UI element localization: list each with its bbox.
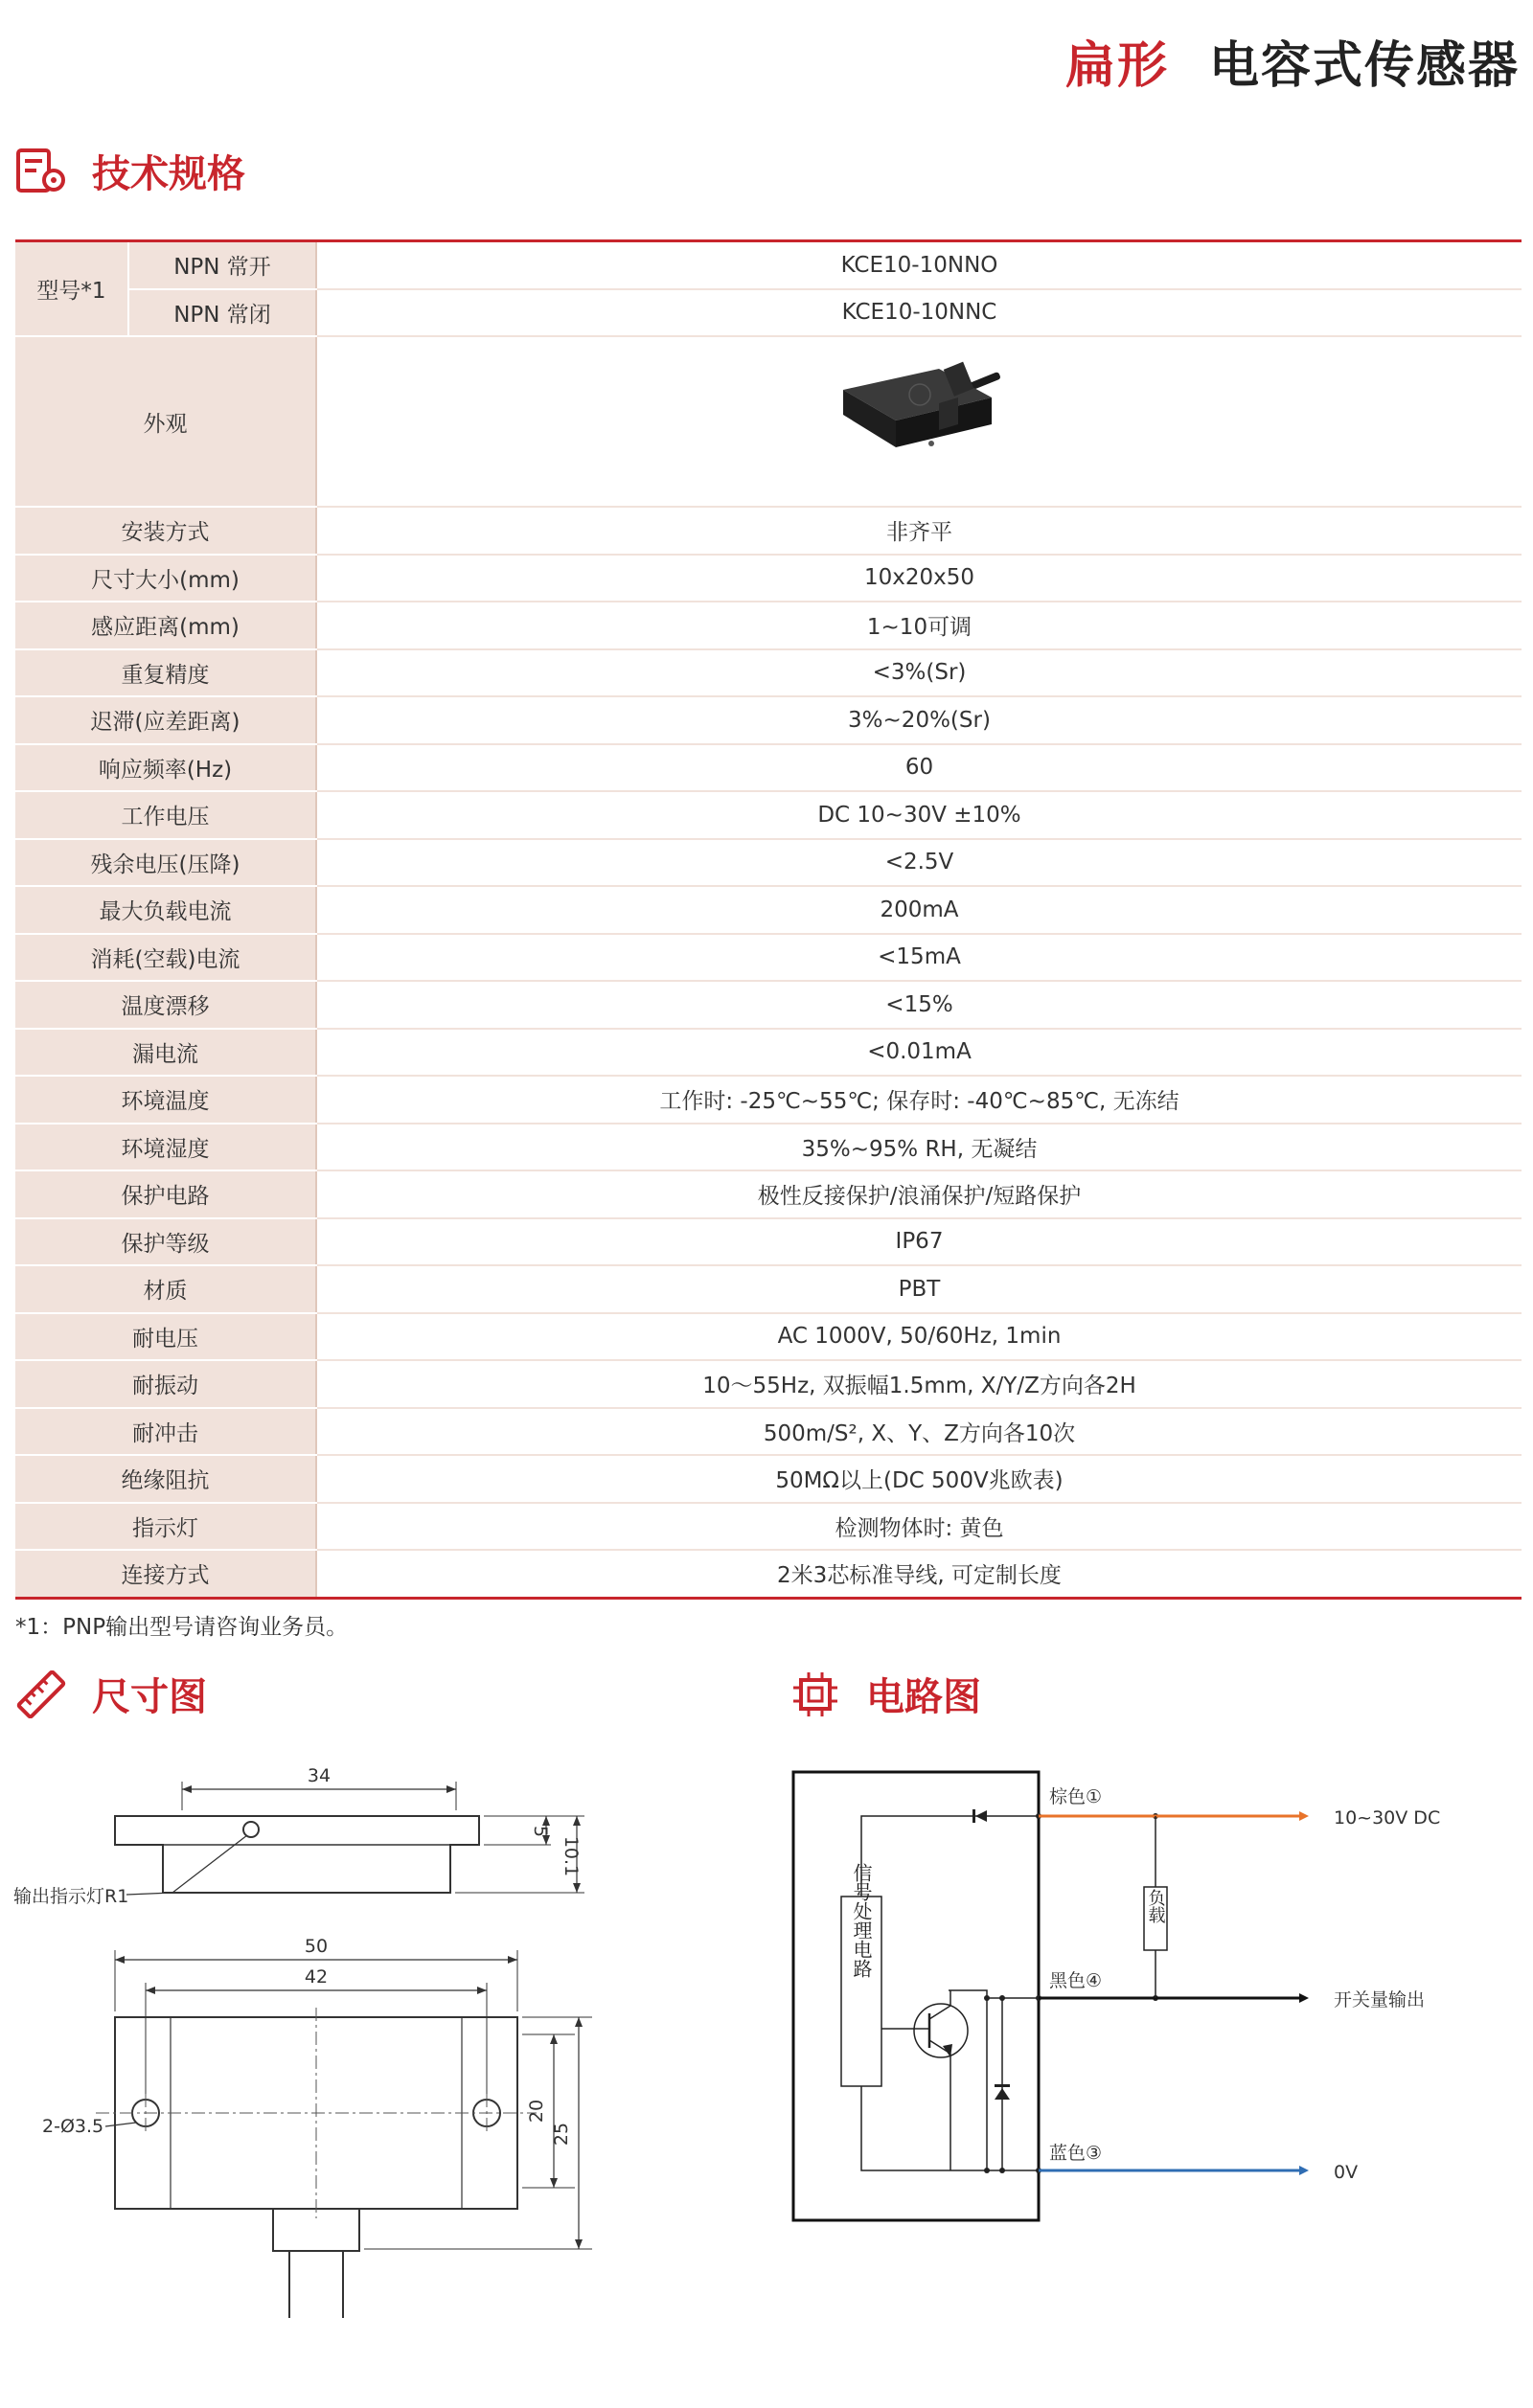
supply-label: 10~30V DC xyxy=(1334,1807,1441,1829)
section-circuit-heading xyxy=(789,1667,981,1721)
title-main: 电容式传感器 xyxy=(1208,37,1520,95)
table-row xyxy=(15,696,1522,744)
section-spec-title: 技术规格 xyxy=(92,152,245,196)
section-spec-heading xyxy=(15,144,245,198)
spec-label: 指示灯 xyxy=(15,1503,316,1551)
spec-label: 环境温度 xyxy=(15,1076,316,1124)
spec-value: AC 1000V, 50/60Hz, 1min xyxy=(316,1313,1522,1361)
title-accent: 扁形 xyxy=(1064,37,1169,95)
spec-label: 漏电流 xyxy=(15,1029,316,1077)
table-row xyxy=(15,1076,1522,1124)
spec-label: 安装方式 xyxy=(15,507,316,555)
spec-value: <0.01mA xyxy=(316,1029,1522,1077)
supply-diode xyxy=(975,1810,987,1822)
spec-label: 温度漂移 xyxy=(15,981,316,1029)
spec-label: 连接方式 xyxy=(15,1550,316,1598)
spec-label: 重复精度 xyxy=(15,649,316,697)
spec-value: 50MΩ以上(DC 500V兆欧表) xyxy=(316,1455,1522,1503)
spec-value: PBT xyxy=(316,1265,1522,1313)
table-row xyxy=(15,1503,1522,1551)
spec-value: 200mA xyxy=(316,886,1522,934)
spec-label: 迟滞(应差距离) xyxy=(15,696,316,744)
spec-value: 35%~95% RH, 无凝结 xyxy=(316,1124,1522,1171)
spec-value: 检测物体时: 黄色 xyxy=(316,1503,1522,1551)
dim-hole-pitch: 42 xyxy=(304,1966,329,1988)
model-value: KCE10-10NNO xyxy=(316,241,1522,289)
spec-label: 耐振动 xyxy=(15,1360,316,1408)
dim-width-total: 50 xyxy=(304,1936,329,1957)
appearance-label: 外观 xyxy=(15,336,316,507)
spec-value: 10x20x50 xyxy=(316,555,1522,602)
table-row xyxy=(15,791,1522,839)
table-row xyxy=(15,1550,1522,1598)
spec-value: <3%(Sr) xyxy=(316,649,1522,697)
table-row xyxy=(15,1265,1522,1313)
load-label: 负载 xyxy=(1145,1889,1166,1923)
spec-label: 响应频率(Hz) xyxy=(15,744,316,792)
table-row xyxy=(15,1408,1522,1456)
dim-h-small: 5 xyxy=(530,1825,551,1838)
spec-label: 材质 xyxy=(15,1265,316,1313)
spec-value: 3%~20%(Sr) xyxy=(316,696,1522,744)
side-view-outline xyxy=(115,1816,479,1893)
table-row xyxy=(15,507,1522,555)
spec-label: 消耗(空载)电流 xyxy=(15,934,316,982)
spec-value: IP67 xyxy=(316,1218,1522,1266)
spec-label: 耐冲击 xyxy=(15,1408,316,1456)
sensor-product-image xyxy=(824,352,1016,486)
spec-label: 感应距离(mm) xyxy=(15,602,316,649)
spec-label: 尺寸大小(mm) xyxy=(15,555,316,602)
table-row xyxy=(15,981,1522,1029)
model-type: NPN 常开 xyxy=(128,241,316,289)
spec-label: 保护等级 xyxy=(15,1218,316,1266)
block-label: 信号处理电路 xyxy=(850,1863,873,1978)
spec-label: 保护电路 xyxy=(15,1170,316,1218)
diode xyxy=(995,2088,1010,2100)
spec-label: 残余电压(压降) xyxy=(15,839,316,887)
table-row xyxy=(15,1170,1522,1218)
spec-label: 耐电压 xyxy=(15,1313,316,1361)
section-dimension-title: 尺寸图 xyxy=(92,1675,207,1719)
section-dimension-heading xyxy=(15,1667,207,1721)
dimension-drawing xyxy=(0,1743,766,2318)
spec-value: <15mA xyxy=(316,934,1522,982)
table-row xyxy=(15,1124,1522,1171)
brown-label: 棕色① xyxy=(1049,1786,1103,1807)
blue-label: 蓝色③ xyxy=(1049,2143,1103,2164)
spec-value: <2.5V xyxy=(316,839,1522,887)
circuit-diagram xyxy=(766,1743,1533,2280)
table-row xyxy=(15,1029,1522,1077)
model-value: KCE10-10NNC xyxy=(316,289,1522,337)
table-row xyxy=(15,1218,1522,1266)
table-row xyxy=(15,1313,1522,1361)
spec-value: 60 xyxy=(316,744,1522,792)
dim-top-width: 34 xyxy=(307,1765,332,1786)
ruler-icon xyxy=(15,1670,67,1718)
table-row xyxy=(15,602,1522,649)
table-row xyxy=(15,1455,1522,1503)
spec-value: 非齐平 xyxy=(316,507,1522,555)
table-row xyxy=(15,886,1522,934)
model-type: NPN 常闭 xyxy=(128,289,316,337)
indicator-led xyxy=(243,1822,259,1837)
appearance-cell xyxy=(316,336,1522,507)
table-row xyxy=(15,289,1522,337)
table-row xyxy=(15,649,1522,697)
holes-label: 2-Ø3.5 xyxy=(42,2116,104,2137)
black-label: 黑色④ xyxy=(1049,1970,1103,1991)
spec-value: <15% xyxy=(316,981,1522,1029)
spec-value: 2米3芯标准导线, 可定制长度 xyxy=(316,1550,1522,1598)
spec-label: 最大负载电流 xyxy=(15,886,316,934)
spec-value: 极性反接保护/浪涌保护/短路保护 xyxy=(316,1170,1522,1218)
footnote: *1：PNP输出型号请咨询业务员。 xyxy=(15,1615,349,1640)
zero-label: 0V xyxy=(1334,2162,1359,2183)
spec-label: 绝缘阻抗 xyxy=(15,1455,316,1503)
spec-value: DC 10~30V ±10% xyxy=(316,791,1522,839)
table-row xyxy=(15,241,1522,289)
spec-label: 环境湿度 xyxy=(15,1124,316,1171)
dim-inner-height: 20 xyxy=(526,2099,547,2124)
chip-icon xyxy=(789,1670,841,1718)
indicator-label: 输出指示灯R1 xyxy=(13,1886,129,1907)
dim-outer-height: 25 xyxy=(551,2122,572,2147)
spec-value: 500m/S², X、Y、Z方向各10次 xyxy=(316,1408,1522,1456)
cable-gland xyxy=(273,2209,359,2251)
spec-table xyxy=(15,239,1522,1600)
dim-h-total: 10.1 xyxy=(561,1835,582,1877)
page-title xyxy=(1065,25,1520,97)
model-label: 型号*1 xyxy=(15,241,128,337)
section-circuit-title: 电路图 xyxy=(866,1675,981,1719)
table-row xyxy=(15,555,1522,602)
table-row xyxy=(15,934,1522,982)
table-row xyxy=(15,336,1522,507)
table-row xyxy=(15,839,1522,887)
spec-label: 工作电压 xyxy=(15,791,316,839)
spec-value: 1~10可调 xyxy=(316,602,1522,649)
output-label: 开关量输出 xyxy=(1334,1989,1426,2010)
spec-value: 工作时: -25℃~55℃; 保存时: -40℃~85℃, 无冻结 xyxy=(316,1076,1522,1124)
spec-sheet-icon xyxy=(15,148,67,195)
spec-value: 10～55Hz, 双振幅1.5mm, X/Y/Z方向各2H xyxy=(316,1360,1522,1408)
table-row xyxy=(15,1360,1522,1408)
table-row xyxy=(15,744,1522,792)
